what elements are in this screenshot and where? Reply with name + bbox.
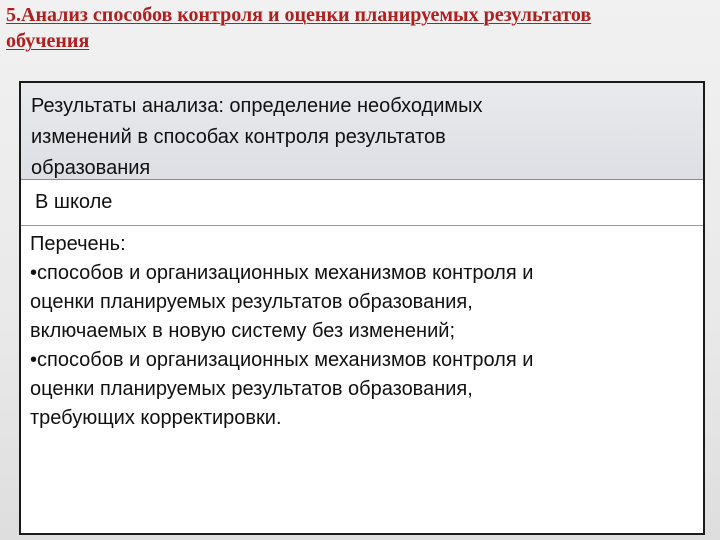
list-item-2-line-3: требующих корректировки. (30, 407, 282, 429)
list-item-2-line-2: оценки планируемых результатов образования, (30, 378, 473, 400)
header-line-1: Результаты анализа: определение необходимых (31, 95, 483, 117)
list-item-1-line-1: •способов и организационных механизмов контроля и (30, 262, 534, 284)
school-cell (21, 180, 703, 226)
header-line-2: изменений в способах контроля результатов (31, 126, 446, 148)
slide-title-line-2: обучения (6, 30, 90, 52)
slide-title-line-1: 5.Анализ способов контроля и оценки планируемых результатов (6, 4, 592, 26)
school-label: В школе (35, 191, 113, 213)
list-item-1-line-3: включаемых в новую систему без изменений; (30, 320, 455, 342)
list-heading: Перечень: (30, 233, 126, 255)
slide-title (6, 2, 720, 54)
list-item-2-line-1: •способов и организационных механизмов контроля и (30, 349, 534, 371)
list-item-1-line-2: оценки планируемых результатов образования, (30, 291, 473, 313)
content-table (19, 81, 705, 535)
list-cell (21, 226, 703, 533)
header-line-3: образования (31, 157, 151, 179)
table-header-cell (21, 83, 703, 180)
